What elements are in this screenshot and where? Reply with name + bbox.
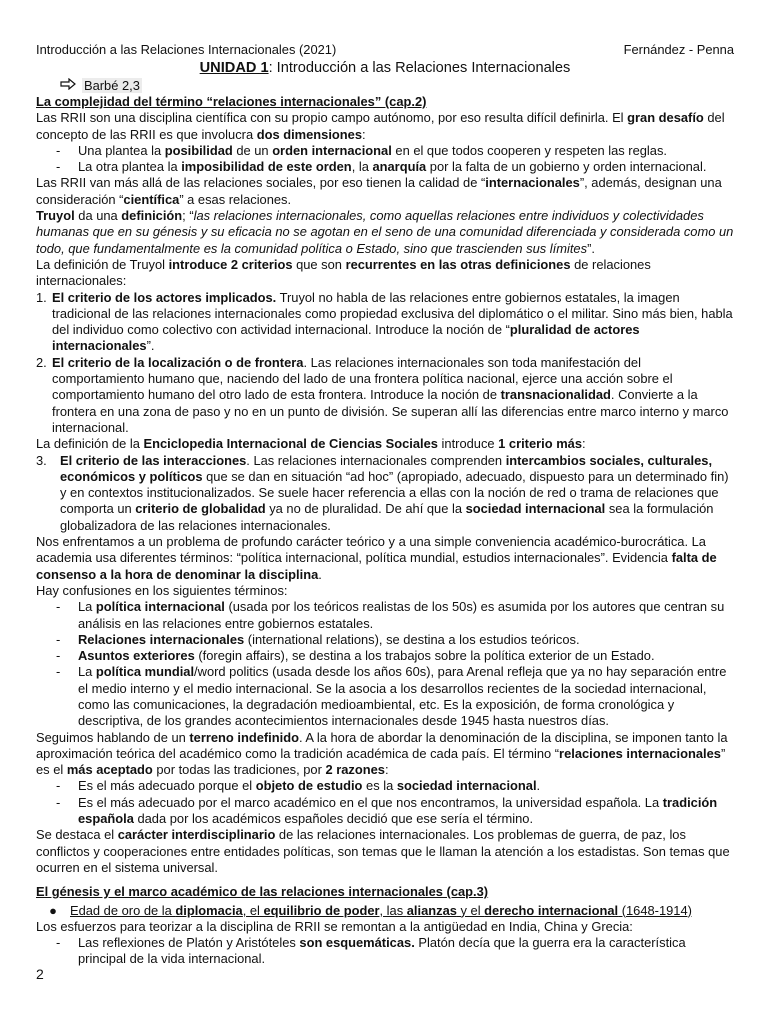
text-run: Edad de oro de la — [70, 902, 176, 918]
numbered-item-text — [60, 453, 734, 534]
bold-text: falta de consenso a la hora de denominar la disciplina — [36, 550, 717, 582]
unit-title: : Introducción a las Relaciones Internacionales — [268, 60, 571, 76]
paragraph — [36, 110, 734, 143]
page-title — [36, 59, 734, 78]
text-run: ”. — [146, 338, 155, 354]
bold-text: El criterio de la localización o de frontera — [52, 354, 304, 370]
list-item-text — [78, 795, 734, 828]
text-run: da una — [74, 208, 122, 224]
bullet-item — [36, 903, 734, 919]
text-run: (foregin affairs), se destina a los trabajos sobre la política exterior de un Estado. — [194, 648, 655, 664]
dash-marker: - — [56, 778, 61, 794]
definition-paragraph — [36, 208, 734, 257]
bold-text: son esquemáticas. — [299, 935, 415, 951]
text-run: La definición de la — [36, 436, 144, 452]
text-run: y el — [456, 902, 485, 918]
bold-text: intercambios sociales, culturales, económicos y políticos — [60, 452, 713, 484]
text-run: . Las relaciones internacionales son toda manifestación del comportamiento humano que, naciendo del lado de una frontera política nacional, ejerce una acción sobre el comportamiento humano del otro lado de esta frontera. Introduce la noción de — [52, 354, 673, 403]
bold-text: 1 criterio más — [498, 436, 582, 452]
text-run: del concepto de las RRII es que involucra — [36, 110, 725, 142]
text-run: en el que todos cooperen y respeten las reglas. — [391, 142, 667, 158]
bold-text: política internacional — [95, 599, 225, 615]
list-item — [36, 159, 734, 175]
bold-text: Truyol — [36, 208, 75, 224]
bold-text: objeto de estudio — [255, 778, 363, 794]
item-number: 3. — [36, 452, 47, 468]
dash-marker: - — [56, 648, 61, 664]
text-run: Truyol no habla de las relaciones entre gobiernos estatales, la imagen tradicional de las relaciones internacionales como propiedad exclusiva del diplomático o el militar. Sino más bien, habla del individuo como colectivo con actividad internacional. Introduce la noción de “ — [52, 289, 733, 338]
bold-text: gran desafío — [627, 110, 704, 126]
numbered-item — [36, 453, 734, 534]
text-run: Las reflexiones de Platón y Aristóteles — [78, 935, 300, 951]
paragraph — [36, 827, 734, 876]
text-run: Los esfuerzos para teorizar a la disciplina de RRII se remontan a la antigüedad en India, China y Grecia: — [36, 918, 633, 934]
text-run: ” es el — [36, 745, 726, 778]
text-run: que se dan en situación “ad hoc” (apropiado, adecuado, dispuesto para un determinado fin) y en contextos institucionalizados. Se suele hacer referencia a ellas con la noción de red o trama de relaciones que comporta un — [60, 468, 729, 517]
paragraph — [36, 583, 734, 599]
list-item — [36, 664, 734, 729]
text-run: : — [582, 436, 586, 452]
item-number: 1. — [36, 289, 47, 305]
text-run: de las relaciones internacionales. Los problemas de guerra, de paz, los conflictos y cooperaciones entre entidades políticas, son temas que le llaman la atención a los estadistas. Son temas que ocurren en el sistema universal. — [36, 827, 730, 875]
list-item-text — [78, 632, 734, 648]
terms-list — [36, 599, 734, 729]
header-authors: Fernández - Penna — [623, 42, 734, 57]
greek-list — [36, 935, 734, 968]
numbered-item-text — [52, 355, 734, 436]
bold-text: relaciones internacionales — [559, 745, 721, 761]
bold-text: orden internacional — [272, 142, 392, 158]
bold-text: sociedad internacional — [465, 501, 606, 517]
text-run: . A la hora de abordar la denominación de la disciplina, se imponen tanto la aproximación teórica del académico como la tradición académica de cada país. El término “ — [36, 729, 728, 761]
list-item — [36, 935, 734, 968]
reference-label: Barbé 2,3 — [84, 78, 140, 93]
dimensions-list — [36, 143, 734, 176]
paragraph — [36, 730, 734, 779]
section-heading-2: El génesis y el marco académico de las relaciones internacionales (cap.3) — [36, 884, 489, 900]
bold-text: pluralidad de actores internacionales — [52, 322, 640, 354]
bold-text: diplomacia — [175, 902, 243, 918]
text-run: ” a esas relaciones. — [179, 191, 292, 207]
bullet-dot-icon: ● — [49, 902, 57, 918]
text-run: dada por los académicos españoles decidió que ese sería el término. — [133, 811, 534, 827]
text-run: , la — [351, 159, 373, 175]
dash-marker: - — [56, 935, 61, 951]
list-item-text — [78, 599, 734, 632]
list-item-text — [78, 143, 734, 159]
numbered-item — [36, 290, 734, 355]
reasons-list — [36, 778, 734, 827]
header-course: Introducción a las Relaciones Internacionales (2021) — [36, 42, 337, 57]
text-run: Las RRII van más allá de las relaciones sociales, por eso tienen la calidad de “ — [36, 175, 486, 191]
text-run: , el — [242, 902, 264, 918]
bold-text: carácter interdisciplinario — [117, 827, 276, 843]
item-number: 2. — [36, 354, 47, 370]
list-item — [36, 143, 734, 159]
bold-text: posibilidad — [164, 142, 233, 158]
list-item-text — [78, 648, 734, 664]
dash-marker: - — [56, 142, 61, 158]
list-item-text — [78, 778, 734, 794]
numbered-item-text — [52, 290, 734, 355]
bold-text: 2 razones — [325, 762, 385, 778]
text-run: La — [78, 599, 96, 615]
text-run: Hay confusiones en los siguientes términos: — [36, 582, 288, 598]
list-item-text — [78, 159, 734, 175]
text-run: ya no de pluralidad. De ahí que la — [265, 501, 466, 517]
bold-text: más aceptado — [66, 762, 153, 778]
criterion-3 — [36, 453, 734, 534]
text-run: introduce — [437, 436, 499, 452]
dash-marker: - — [56, 794, 61, 810]
bold-text: internacionales — [485, 175, 580, 191]
dash-marker: - — [56, 159, 61, 175]
text-run: por todas las tradiciones, por — [152, 762, 326, 778]
text-run: . — [536, 778, 541, 794]
dash-marker: - — [56, 599, 61, 615]
text-run: : — [362, 126, 366, 142]
text-run: es la — [362, 778, 397, 794]
bold-text: tradición española — [78, 794, 718, 827]
text-run: Las RRII son una disciplina científica con su propio campo autónomo, por eso resulta difícil definirla. El — [36, 110, 628, 126]
bold-text: Enciclopedia Internacional de Ciencias Sociales — [143, 436, 438, 452]
page-number: 2 — [36, 966, 44, 982]
text-run: : — [384, 762, 389, 778]
text-run: Platón decía que la guerra era la característica principal de la vida internacional. — [78, 935, 686, 967]
text-run: sea la formulación globalizadora de las relaciones internacionales. — [60, 501, 714, 533]
bold-text: científica — [123, 191, 180, 207]
reference-line — [36, 78, 734, 94]
text-run: La — [78, 664, 96, 680]
bold-text: política mundial — [95, 664, 195, 680]
text-run: , las — [379, 902, 407, 918]
bold-text: imposibilidad de este orden — [181, 159, 352, 175]
bold-text: derecho internacional — [484, 902, 619, 918]
text-run: . Las relaciones internacionales comprenden — [246, 452, 506, 468]
bold-text: recurrentes en las otras definiciones — [345, 256, 571, 272]
list-item-text — [78, 664, 734, 729]
list-item — [36, 778, 734, 794]
text-run: de relaciones internacionales: — [36, 256, 651, 289]
text-run: ; “ — [182, 208, 194, 224]
list-item — [36, 648, 734, 664]
bold-text: introduce 2 criterios — [168, 256, 293, 272]
bold-text: criterio de globalidad — [135, 501, 266, 517]
italic-text: las relaciones internacionales, como aquellas relaciones entre individuos y colectividades humanas que en su génesis y su eficacia no se agotan en el seno de una comunidad diferenciada y considerada como un todo, que fundamentalmente es la comunidad política o Estado, sino que trascienden sus límites — [36, 208, 734, 256]
text-run: (international relations), se destina a los estudios teóricos. — [244, 631, 580, 647]
text-run: que son — [292, 256, 346, 272]
paragraph — [36, 257, 734, 290]
section-heading-1: La complejidad del término “relaciones internacionales” (cap.2) — [36, 94, 427, 109]
text-run: Nos enfrentamos a un problema de profundo carácter teórico y a una simple conveniencia académico-burocrática. La academia usa diferentes términos: “política internacional, política mundial, estudios internacionales”. Evidencia — [36, 534, 706, 566]
list-item — [36, 599, 734, 632]
bold-text: alianzas — [406, 902, 457, 918]
bold-text: terreno indefinido — [189, 729, 299, 745]
criteria-list — [36, 290, 734, 437]
paragraph — [36, 175, 734, 208]
bold-text: dos dimensiones — [256, 126, 362, 142]
bold-text: definición — [121, 208, 183, 224]
text-run: (1648-1914) — [618, 902, 692, 918]
unit-label: UNIDAD 1 — [199, 60, 269, 76]
bold-text: equilibrio de poder — [263, 902, 380, 918]
text-run: Una plantea la — [78, 142, 165, 158]
text-run: Es el más adecuado porque el — [78, 778, 256, 794]
text-run: ”, además, designan una consideración “ — [36, 175, 722, 207]
list-item-text — [78, 935, 734, 968]
text-run: Se destaca el — [36, 827, 118, 843]
paragraph — [36, 436, 734, 452]
list-item — [36, 795, 734, 828]
right-arrow-icon — [60, 78, 82, 94]
bold-text: anarquía — [372, 159, 427, 175]
bullet-text — [70, 903, 692, 919]
text-run: /word politics (usada desde los años 60s), para Arenal refleja que ya no hay separación entre el medio interno y el medio internacional. Se la asocia a los desarrollos recientes de la sociedad internacional, como las comunicaciones, la degradación medioambiental, etc. Es la exposición, de forma cronológica y descriptiva, de los grandes acontecimientos internacionales desde 1945 hasta nuestros días. — [78, 664, 727, 729]
numbered-item — [36, 355, 734, 436]
running-header — [36, 42, 734, 59]
bold-text: El criterio de los actores implicados. — [52, 289, 277, 305]
text-run: por la falta de un gobierno y orden internacional. — [426, 159, 707, 175]
bold-text: transnacionalidad — [500, 387, 611, 403]
bold-text: sociedad internacional — [396, 778, 537, 794]
text-run: . Convierte a la frontera en una zona de paso y no en un punto de división. Se superan allí las diferencias entre marco interno y marco internacional. — [52, 387, 729, 435]
bold-text: Asuntos exteriores — [78, 648, 195, 664]
dash-marker: - — [56, 664, 61, 680]
text-run: (usada por los teóricos realistas de los 50s) es asumida por los autores que centran su análisis en las relaciones entre gobiernos estatales. — [78, 599, 725, 631]
text-run: . — [318, 566, 322, 582]
text-run: La otra plantea la — [78, 159, 182, 175]
text-run: ”. — [587, 240, 595, 256]
list-item — [36, 632, 734, 648]
text-run: Es el más adecuado por el marco académico en el que nos encontramos, la universidad española. La — [78, 794, 663, 810]
text-run: Seguimos hablando de un — [36, 729, 190, 745]
paragraph — [36, 919, 734, 935]
paragraph — [36, 534, 734, 583]
bold-text: Relaciones internacionales — [78, 631, 245, 647]
bold-text: El criterio de las interacciones — [60, 452, 247, 468]
document-page — [36, 42, 734, 968]
text-run: La definición de Truyol — [36, 256, 169, 272]
dash-marker: - — [56, 631, 61, 647]
text-run: de un — [232, 142, 273, 158]
